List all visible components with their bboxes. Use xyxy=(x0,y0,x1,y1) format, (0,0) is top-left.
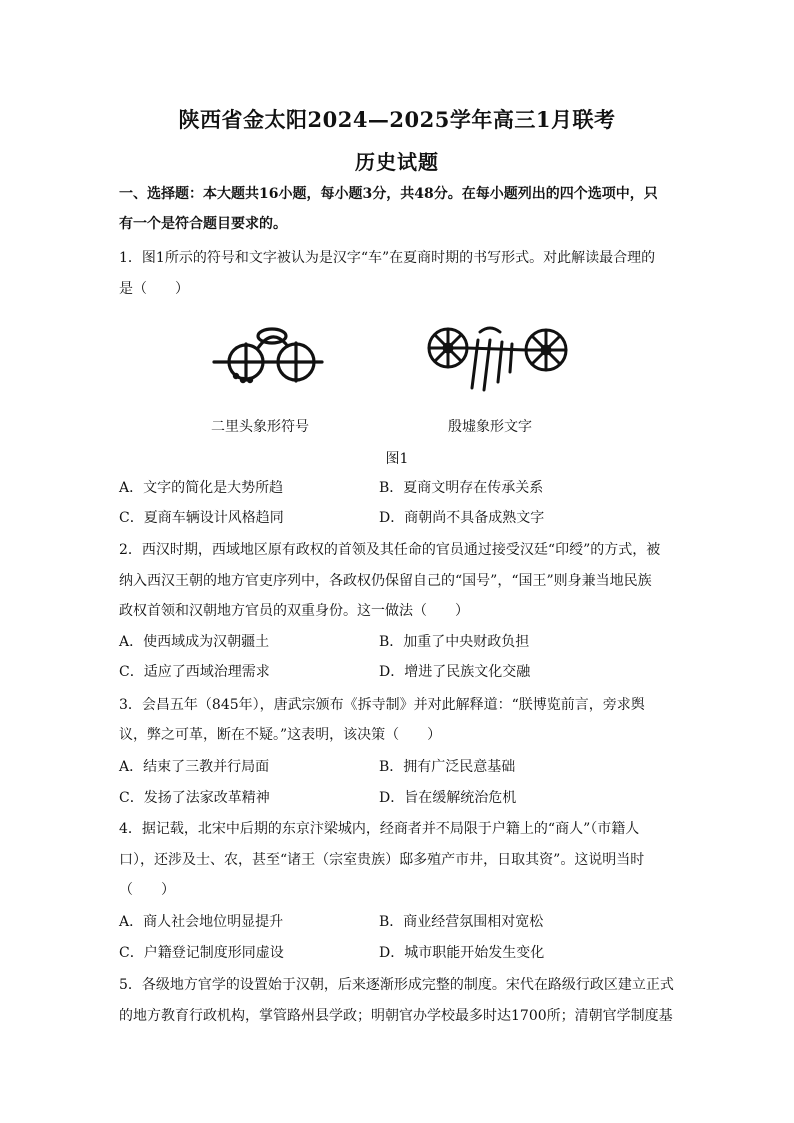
q2-option-a[interactable]: A．使西域成为汉朝疆土 xyxy=(119,634,270,650)
figure-caption-erlitou: 二里头象形符号 xyxy=(211,419,309,435)
q4-option-b[interactable]: B．商业经营氛围相对宽松 xyxy=(379,914,544,930)
q2-stem-line-1: 2．西汉时期，西域地区原有政权的首领及其任命的官员通过接受汉廷“印绶”的方式，被 xyxy=(119,542,661,558)
q4-stem-line-1: 4．据记载，北宋中后期的东京汴梁城内，经商者并不局限于户籍上的“商人”（市籍人 xyxy=(119,821,640,837)
q4-option-a[interactable]: A．商人社会地位明显提升 xyxy=(119,914,284,930)
q4-stem-line-2: 口），还涉及士、农，甚至“诸王（宗室贵族）邸多殖产市井，日取其资”。这说明当时 xyxy=(119,852,645,868)
exam-title: 陕西省金太阳2024—2025学年高三1月联考 xyxy=(178,107,616,132)
figure-caption-yinxu: 殷墟象形文字 xyxy=(448,419,532,435)
erlitou-pictograph-figure xyxy=(210,314,328,398)
q1-stem-line-2: 是（ ） xyxy=(119,281,189,297)
q3-stem-line-2: 议，弊之可革，断在不疑。”这表明，该决策（ ） xyxy=(119,727,442,743)
q1-stem-line-1: 1．图1所示的符号和文字被认为是汉字“车”在夏商时期的书写形式。对此解读最合理的 xyxy=(119,250,656,266)
q2-option-d[interactable]: D．增进了民族文化交融 xyxy=(379,664,531,680)
exam-subtitle: 历史试题 xyxy=(355,150,439,174)
q4-stem-line-3: （ ） xyxy=(119,882,175,898)
q3-option-d[interactable]: D．旨在缓解统治危机 xyxy=(379,790,517,806)
section-instruction-line-2: 有一个是符合题目要求的。 xyxy=(119,216,287,232)
yinxu-chariot-glyph xyxy=(429,328,566,390)
q3-option-c[interactable]: C．发扬了法家改革精神 xyxy=(119,790,270,806)
q2-option-c[interactable]: C．适应了西域治理需求 xyxy=(119,664,270,680)
section-instruction-line-1: 一、选择题：本大题共16小题，每小题3分，共48分。在每小题列出的四个选项中，只 xyxy=(119,186,658,202)
q2-stem-line-2: 纳入西汉王朝的地方官吏序列中，各政权仍保留自己的“国号”，“国王”则身兼当地民族 xyxy=(119,573,652,589)
q3-stem-line-1: 3．会昌五年（845年），唐武宗颁布《拆寺制》并对此解释道：“朕博览前言，旁求舆 xyxy=(119,697,645,713)
q1-option-b[interactable]: B．夏商文明存在传承关系 xyxy=(379,480,544,496)
yinxu-oracle-figure xyxy=(420,310,580,402)
q3-option-a[interactable]: A．结束了三教并行局面 xyxy=(119,759,270,775)
q2-stem-line-3: 政权首领和汉朝地方官员的双重身份。这一做法（ ） xyxy=(119,603,469,619)
q5-stem-line-1: 5．各级地方官学的设置始于汉朝，后来逐渐形成完整的制度。宋代在路级行政区建立正式 xyxy=(119,977,674,993)
q1-option-a[interactable]: A．文字的简化是大势所趋 xyxy=(119,480,284,496)
q4-option-c[interactable]: C．户籍登记制度形同虚设 xyxy=(119,945,284,961)
q3-option-b[interactable]: B．拥有广泛民意基础 xyxy=(379,759,516,775)
q2-option-b[interactable]: B．加重了中央财政负担 xyxy=(379,634,530,650)
q4-option-d[interactable]: D．城市职能开始发生变化 xyxy=(379,945,545,961)
q1-option-c[interactable]: C．夏商车辆设计风格趋同 xyxy=(119,510,284,526)
q5-stem-line-2: 的地方教育行政机构，掌管路州县学政；明朝官办学校最多时达1700所；清朝官学制度基 xyxy=(119,1008,673,1024)
q1-option-d[interactable]: D．商朝尚不具备成熟文字 xyxy=(379,510,545,526)
figure-label: 图1 xyxy=(385,451,409,467)
erlitou-chariot-glyph xyxy=(214,329,322,382)
